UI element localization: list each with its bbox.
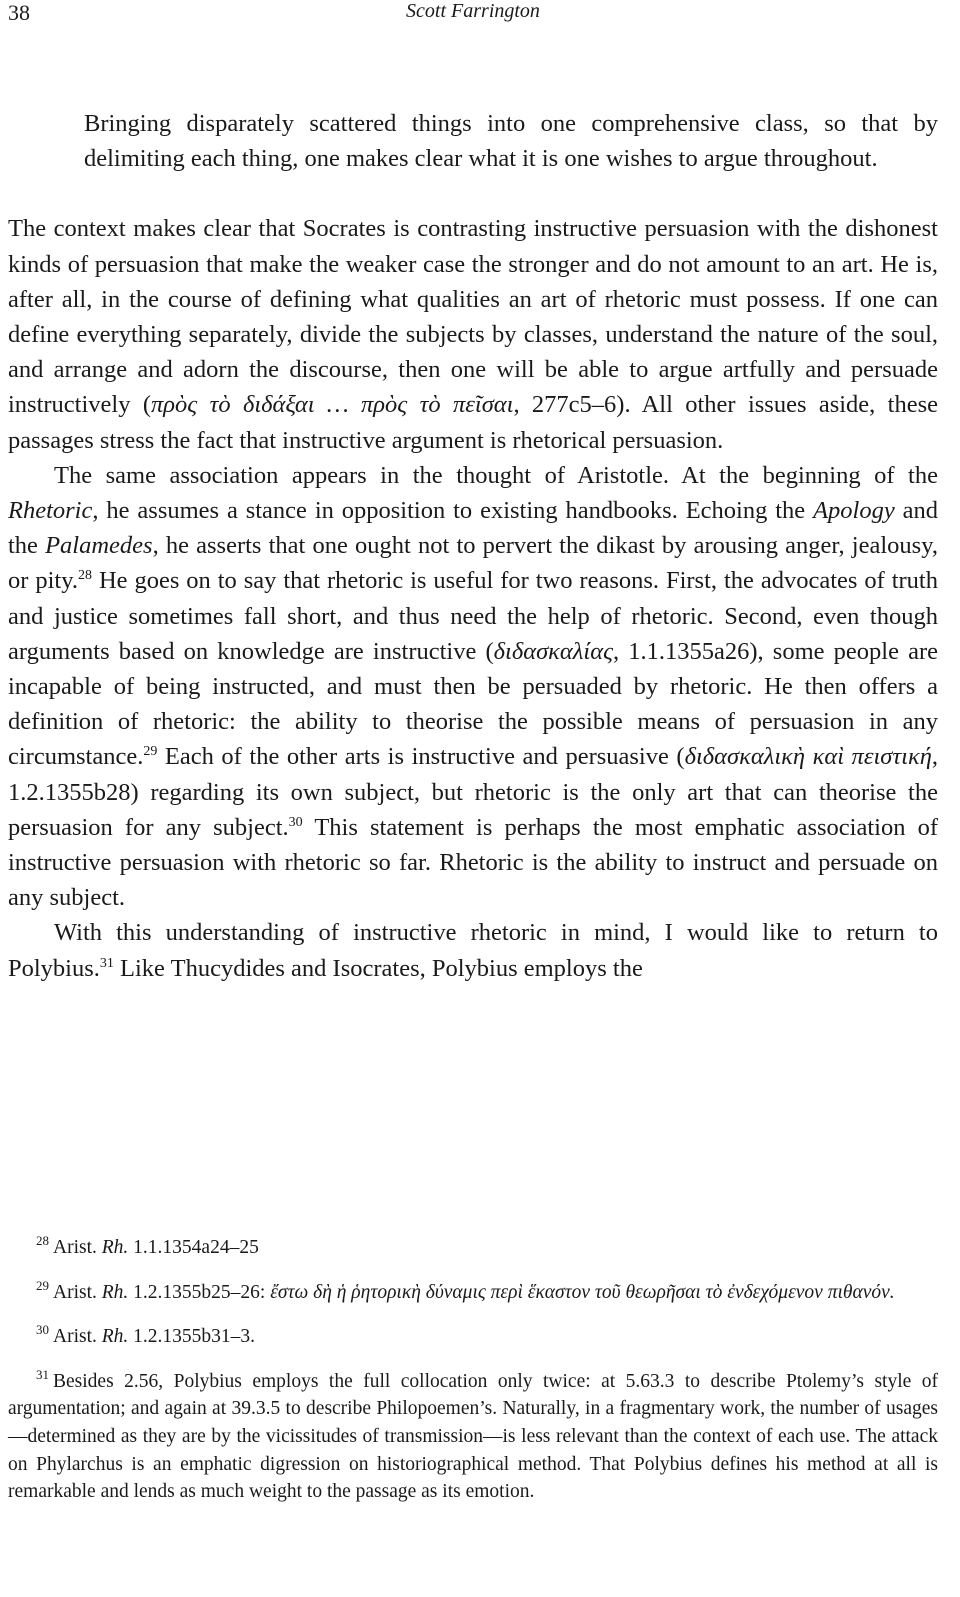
- footnote-ref-31[interactable]: 31: [99, 955, 114, 971]
- footnote-29: [8, 1279, 938, 1307]
- page-header: [8, 0, 938, 34]
- paragraph-2-text-i: This statement is perhaps the most emphatic association of instructive persuasion with rhetoric so far. Rhetoric is the ability to instruct and persuade on any subject.: [8, 813, 938, 912]
- paragraph-2-text-f: , 1.1.1355a26), some people are incapable of being instructed, and must then be persuaded by rhetoric. He then offers a definition of rhetoric: the ability to theorise the possible means of persuasion in any circumstance.: [8, 637, 938, 771]
- footnote-30: [8, 1323, 938, 1351]
- paragraph-2-text-a: The same association appears in the thought of Aristotle. At the beginning of the: [54, 461, 938, 489]
- footnote-text: Arist.: [53, 1326, 102, 1348]
- quote-text: Bringing disparately scattered things into one comprehensive class, so that by delimiting each thing, one makes clear what it is one wishes to argue throughout.: [84, 110, 938, 173]
- greek-phrase: πρὸς τὸ διδάξαι … πρὸς τὸ πεῖσαι: [151, 391, 514, 419]
- footnote-text: Besides 2.56, Polybius employs the full collocation only twice: at 5.63.3 to describe Ptolemy’s style of argumentation; and again at 39.3.5 to describe Philopoemen’s. Naturally, in a fragmentary work, the number of usages—determined as they are by the vicissitudes of transmission—is less relevant than the context of each use. The attack on Phylarchus is an emphatic digression on historiographical method. That Polybius defines his method at all is remarkable and lends as much weight to the passage as its emotion.: [8, 1370, 938, 1503]
- footnote-28: [8, 1234, 938, 1262]
- greek-quotation: ἔστω δὴ ἡ ῥητορικὴ δύναμις περὶ ἕκαστον τοῦ θεωρῆσαι τὸ ἐνδεχόμενον πιθανόν.: [270, 1281, 895, 1303]
- footnote-number: 28: [36, 1233, 49, 1248]
- paragraph-2-text-b: , he assumes a stance in opposition to existing handbooks. Echoing the: [92, 497, 814, 525]
- block-quote: [84, 106, 938, 176]
- paragraph-2-text-e: He goes on to say that rhetoric is useful for two reasons. First, the advocates of truth and justice sometimes fall short, and thus need the help of rhetoric. Second, even though arguments based on knowledge are instructive (: [8, 567, 938, 665]
- greek-word: διδασκαλίας: [493, 637, 614, 665]
- greek-phrase-2: διδασκαλικὴ καὶ πειστική: [684, 743, 932, 771]
- footnote-number: 29: [36, 1277, 49, 1293]
- footnote-ref-28[interactable]: 28: [78, 568, 92, 584]
- paragraph-2-text-d: , he asserts that one ought not to pervert the dikast by arousing anger, jealousy, or pity.: [8, 532, 938, 595]
- paragraph-2: [8, 458, 938, 916]
- paragraph-1-text-a: The context makes clear that Socrates is contrasting instructive persuasion with the dishonest kinds of persuasion that make the weaker case the stronger and do not amount to an art. He is, after all, in the course of defining what qualities an art of rhetoric must possess. If one can define everything separately, divide the subjects by classes, understand the nature of the soul, and arrange and adorn the discourse, then one will be able to argue artfully and persuade instructively (: [8, 215, 938, 419]
- paragraph-3: [8, 915, 938, 985]
- paragraph-2-text-c: and the: [8, 497, 938, 560]
- paragraph-2-text-g: Each of the other arts is instructive and persuasive (: [157, 743, 685, 771]
- work-abbrev: Rh.: [101, 1237, 129, 1258]
- work-abbrev: Rh.: [101, 1281, 129, 1303]
- paragraph-2-text-h: , 1.2.1355b28) regarding its own subject, but rhetoric is the only art that can theorise the persuasion for any subject.: [8, 743, 938, 841]
- footnote-citation: 1.2.1355b31–3.: [128, 1326, 256, 1348]
- footnote-ref-30[interactable]: 30: [288, 814, 303, 830]
- footnotes: [8, 1234, 938, 1523]
- footnote-31: [8, 1368, 938, 1506]
- footnote-ref-29[interactable]: 29: [143, 744, 158, 760]
- footnote-number: 31: [36, 1366, 49, 1382]
- running-head: Scott Farrington: [406, 0, 540, 22]
- title-palamedes: Palamedes: [45, 532, 153, 560]
- paragraph-1-text-b: , 277c5–6). All other issues aside, these passages stress the fact that instructive argument is rhetorical persuasion.: [8, 391, 938, 454]
- footnote-number: 30: [36, 1322, 49, 1338]
- title-apology: Apology: [813, 497, 895, 525]
- footnote-citation: 1.2.1355b25–26:: [128, 1281, 271, 1303]
- paragraph-1: [8, 211, 938, 457]
- paragraph-3-text-b: Like Thucydides and Isocrates, Polybius employs the: [113, 954, 643, 982]
- footnote-citation: 1.1.1354a24–25: [128, 1237, 259, 1258]
- main-text: [8, 106, 938, 986]
- work-abbrev: Rh.: [101, 1326, 129, 1348]
- footnote-text: Arist.: [53, 1237, 102, 1258]
- footnote-text: Arist.: [53, 1281, 102, 1303]
- title-rhetoric: Rhetoric: [8, 497, 93, 525]
- page-number: 38: [8, 0, 30, 25]
- paragraph-3-text-a: With this understanding of instructive rhetoric in mind, I would like to return to Polybius.: [8, 919, 938, 982]
